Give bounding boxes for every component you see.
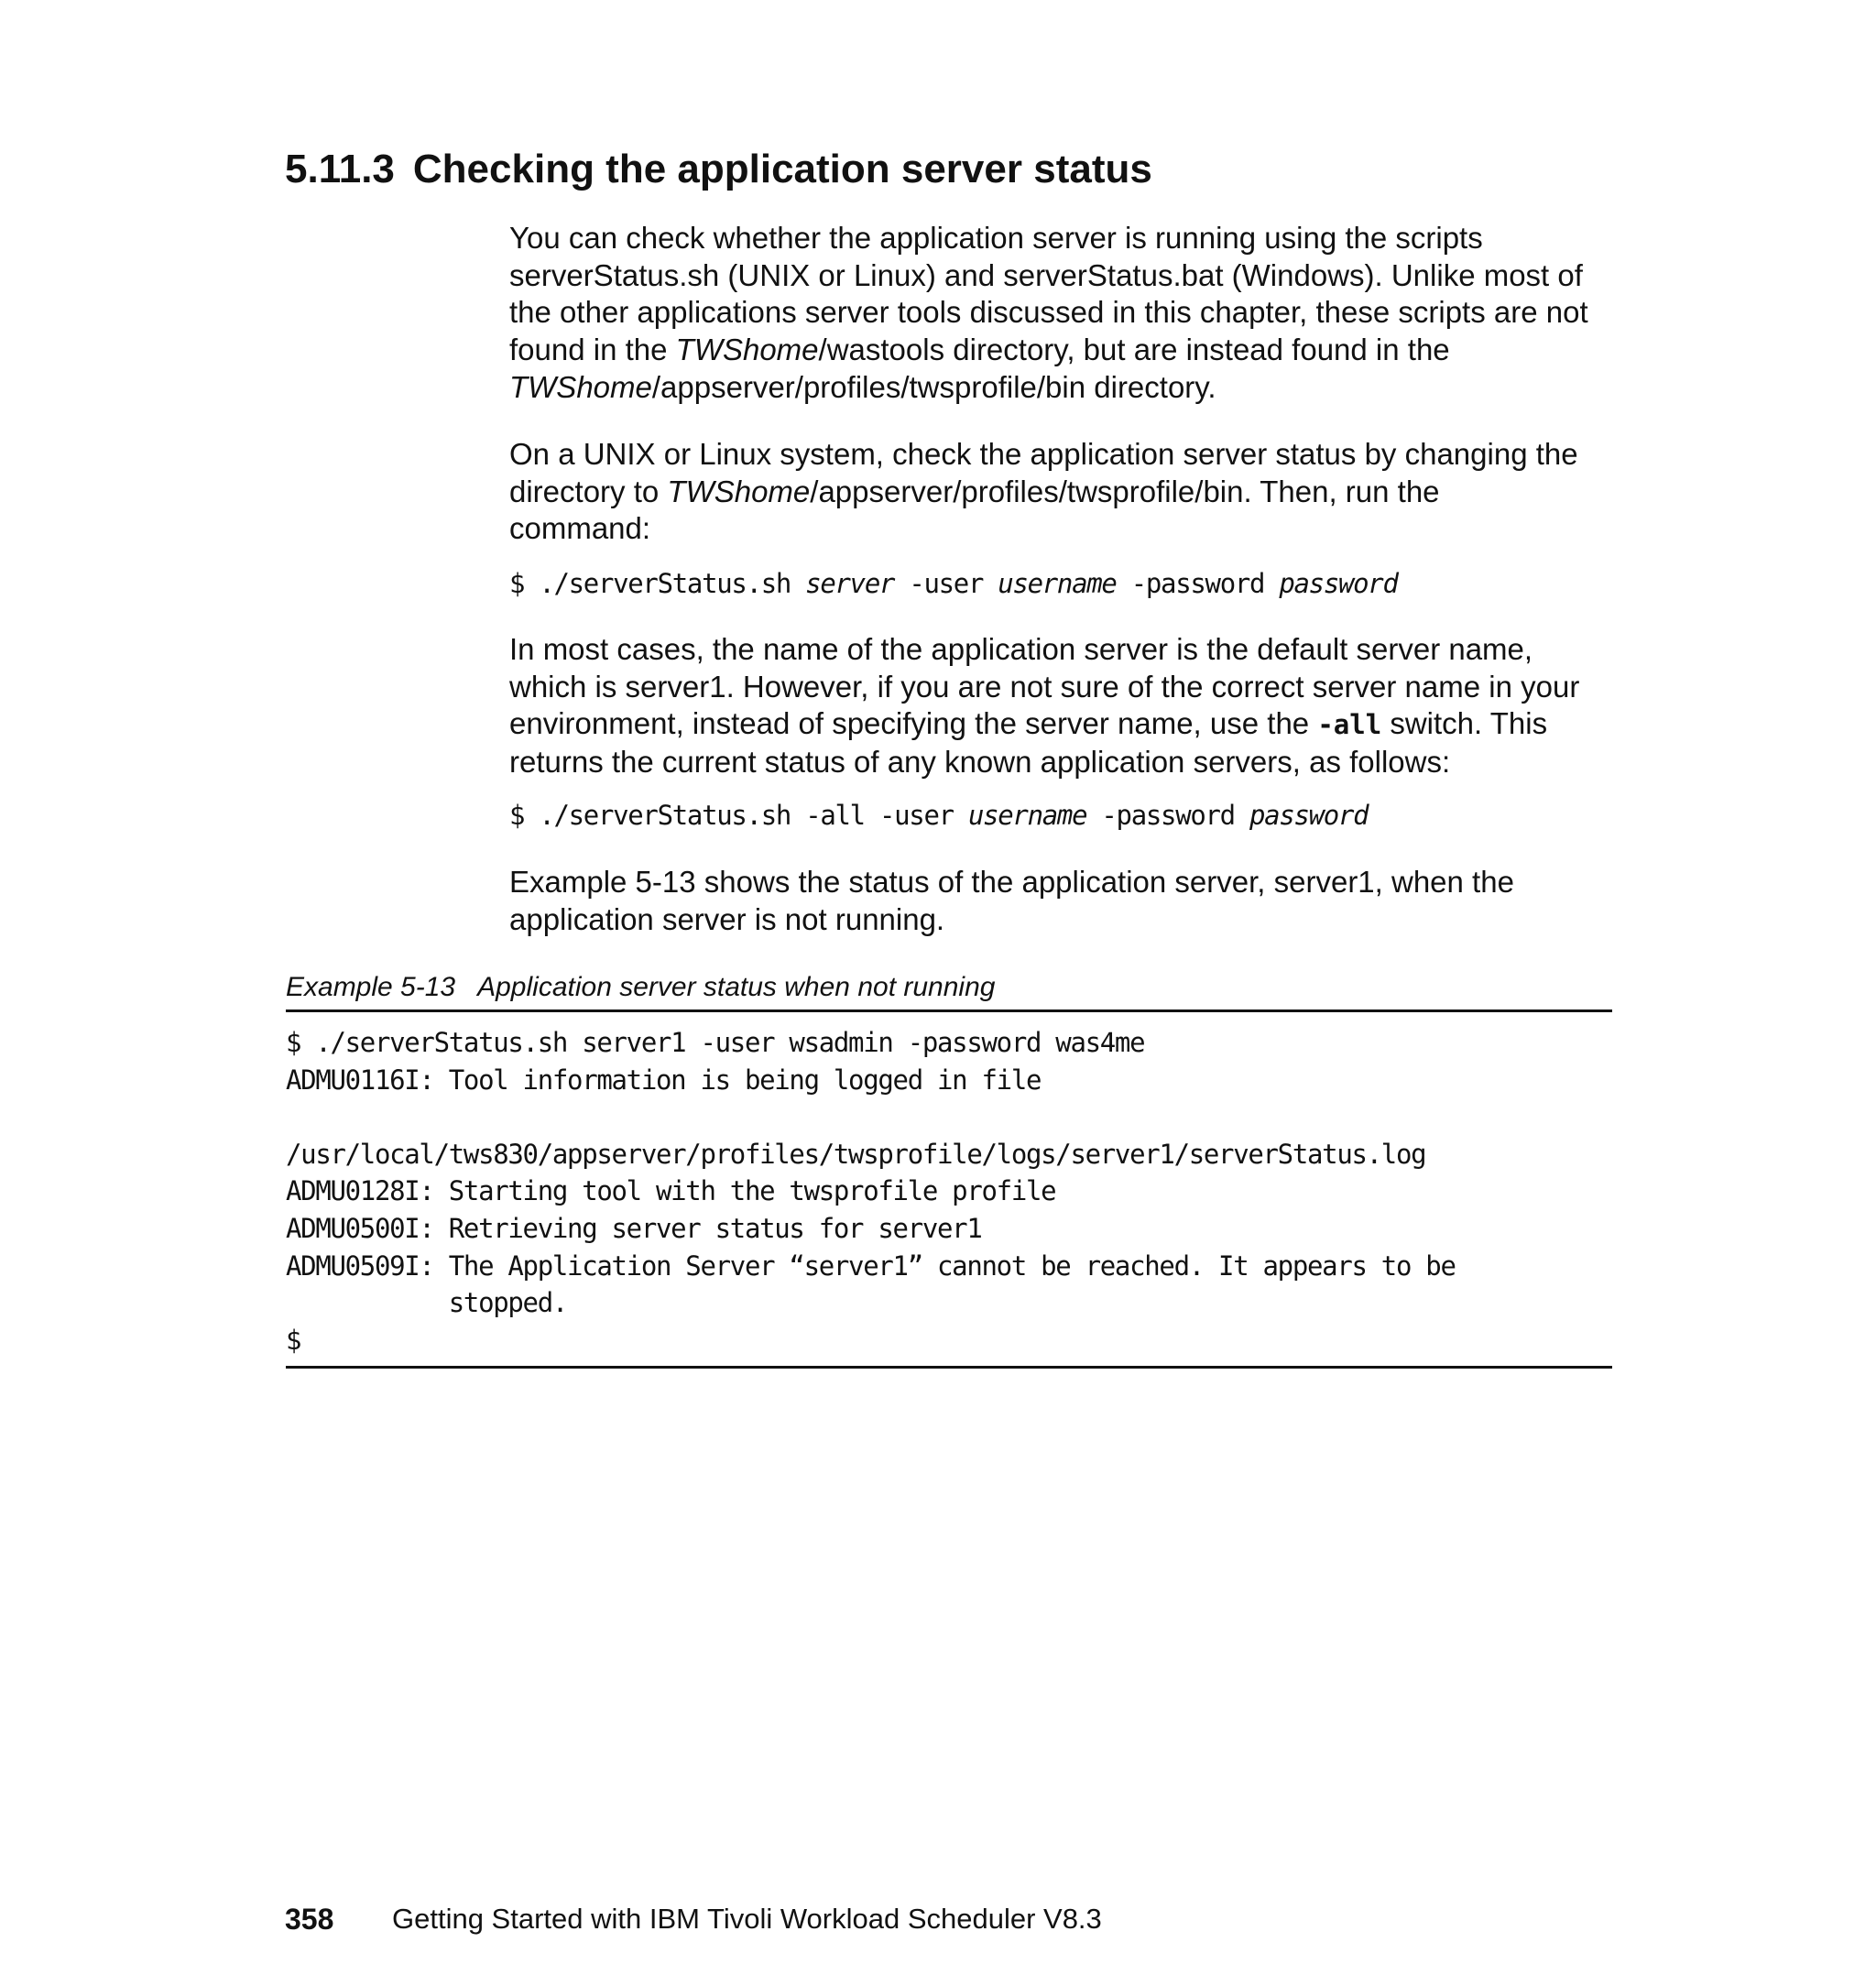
paragraph-example-intro [509, 864, 1609, 938]
paragraph-line: On a UNIX or Linux system, check the application server status by changing the [509, 437, 1578, 471]
paragraph-line: You can check whether the application server is running using the scripts [509, 221, 1483, 255]
paragraph-intro [509, 220, 1609, 407]
twshome-variable: TWShome [667, 474, 811, 508]
page-number: 358 [285, 1903, 334, 1936]
code-line: stopped. [286, 1287, 568, 1319]
code-line: ADMU0500I: Retrieving server status for server1 [286, 1212, 982, 1244]
example-caption [286, 969, 995, 1006]
example-title: Application server status when not running [477, 972, 996, 1002]
paragraph-line: application server is not running. [509, 901, 945, 936]
paragraph-line: found in the TWShome/wastools directory, but are instead found in the [509, 333, 1450, 367]
section-title: Checking the application server status [412, 147, 1152, 191]
command-server-status-all [509, 797, 1609, 834]
all-switch: -all [1317, 709, 1382, 741]
code-line: ADMU0116I: Tool information is being logged in file [286, 1064, 1042, 1096]
paragraph-line: which is server1. However, if you are not sure of the correct server name in your [509, 669, 1580, 704]
example-bottom-rule [286, 1366, 1612, 1369]
book-title: Getting Started with IBM Tivoli Workload Scheduler V8.3 [392, 1903, 1102, 1935]
twshome-variable: TWShome [675, 333, 819, 367]
paragraph-line: TWShome/appserver/profiles/twsprofile/bin directory. [509, 369, 1216, 404]
paragraph-line: directory to TWShome/appserver/profiles/twsprofile/bin. Then, run the [509, 474, 1440, 508]
paragraph-line: the other applications server tools discussed in this chapter, these scripts are not [509, 295, 1588, 330]
command-line: $ ./serverStatus.sh -all -user username -password password [509, 800, 1369, 831]
paragraph-unix-instructions [509, 436, 1609, 548]
code-line: ADMU0128I: Starting tool with the twsprofile profile [286, 1175, 1056, 1207]
section-heading [285, 144, 1152, 195]
code-line: $ [286, 1324, 301, 1356]
paragraph-server-name [509, 631, 1609, 781]
code-line: ADMU0509I: The Application Server “server1” cannot be reached. It appears to be [286, 1249, 1456, 1282]
paragraph-line: In most cases, the name of the application server is the default server name, [509, 632, 1533, 666]
example-label: Example 5-13 [286, 972, 456, 1002]
section-number: 5.11.3 [285, 147, 395, 191]
command-server-status [509, 565, 1609, 602]
paragraph-line: returns the current status of any known application servers, as follows: [509, 745, 1451, 780]
paragraph-line: Example 5-13 shows the status of the application server, server1, when the [509, 865, 1514, 899]
example-code-block [286, 1024, 1456, 1359]
command-line: $ ./serverStatus.sh server -user username -password password [509, 568, 1398, 599]
code-line: /usr/local/tws830/appserver/profiles/twsprofile/logs/server1/serverStatus.log [286, 1138, 1426, 1170]
paragraph-line: environment, instead of specifying the server name, use the -all switch. This [509, 706, 1548, 741]
paragraph-line: serverStatus.sh (UNIX or Linux) and serverStatus.bat (Windows). Unlike most of [509, 257, 1583, 292]
paragraph-line: command: [509, 511, 651, 546]
twshome-variable: TWShome [509, 369, 652, 404]
example-top-rule [286, 1009, 1612, 1012]
code-line: $ ./serverStatus.sh server1 -user wsadmin -password was4me [286, 1027, 1145, 1058]
